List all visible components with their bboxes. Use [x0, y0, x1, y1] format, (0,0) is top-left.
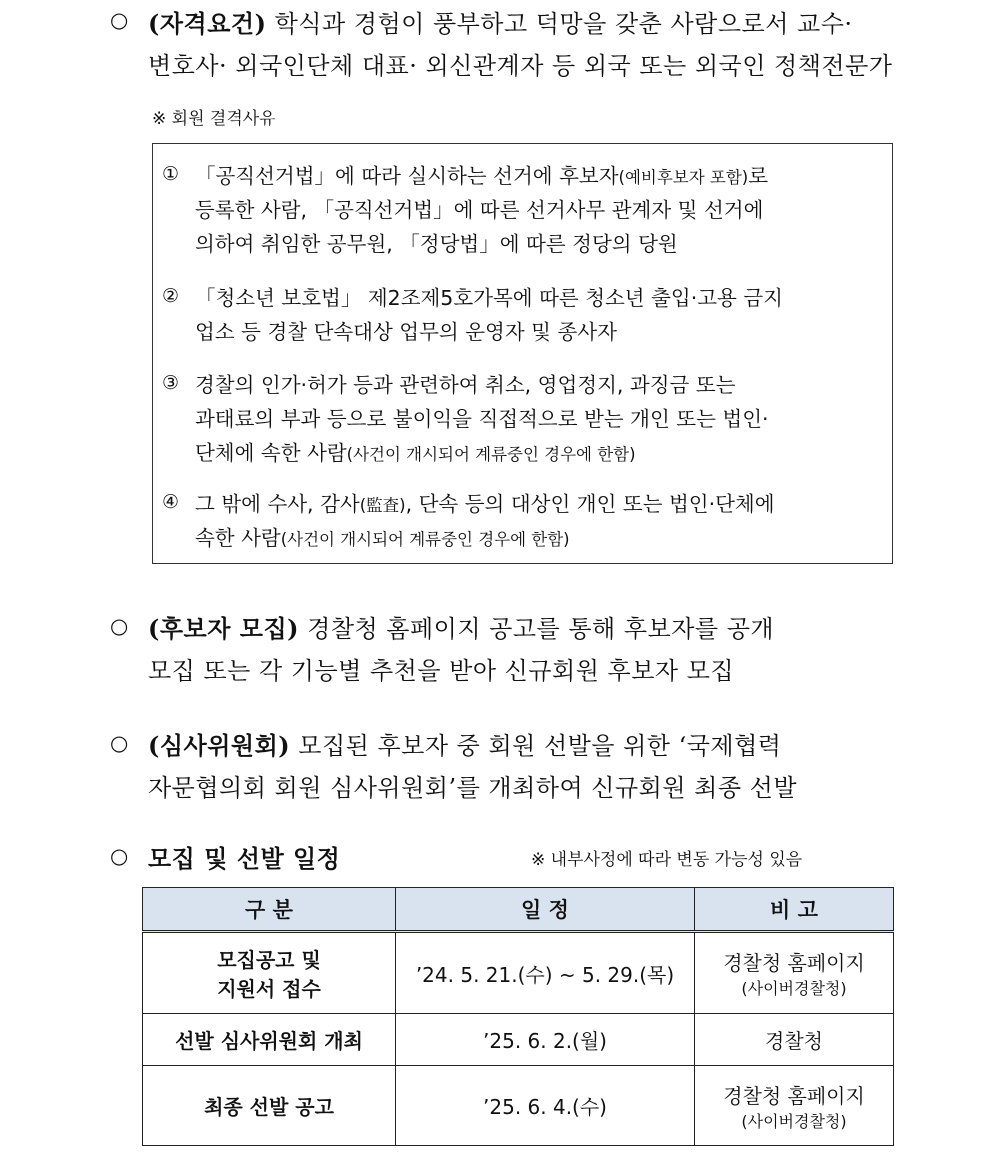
item-number: ②: [162, 285, 180, 307]
item-3-line-1: 경찰의 인가·허가 등과 관련하여 취소, 영업정지, 과징금 또는: [195, 373, 736, 397]
row-date: ’24. 5. 21.(수) ~ 5. 29.(목): [396, 932, 695, 1014]
row-note: [695, 1014, 894, 1066]
category-line: 선발 심사위원회 개최: [175, 1029, 363, 1053]
item-text: 그 밖에 수사, 감사: [195, 492, 360, 516]
category-line: 최종 선발 공고: [204, 1095, 334, 1119]
recruit-text-1: 경찰청 홈페이지 공고를 통해 후보자를 공개: [299, 615, 775, 643]
recruit-line-2: 모집 또는 각 기능별 추천을 받아 신규회원 후보자 모집: [148, 657, 735, 685]
row-date: ’25. 6. 4.(수): [396, 1066, 695, 1146]
note-main: 경찰청 홈페이지: [723, 951, 865, 975]
row-note: [695, 932, 894, 1014]
table-header-row: [143, 888, 894, 932]
note-main: 경찰청 홈페이지: [723, 1083, 865, 1108]
item-number: ①: [162, 163, 180, 185]
schedule-table: [142, 887, 894, 1146]
bullet-icon: ○: [110, 8, 129, 32]
row-note: [695, 1066, 894, 1146]
item-1-line-1: [195, 159, 768, 189]
bullet-icon: ○: [110, 844, 129, 868]
header-note: 비 고: [695, 888, 894, 932]
qualification-heading: (자격요건): [148, 9, 267, 38]
item-4-line-2: [195, 521, 570, 551]
row-category: [143, 1066, 396, 1146]
bullet-icon: ○: [110, 731, 129, 755]
row-category: [143, 1014, 396, 1066]
item-text: , 단속 등의 대상인 개인 또는 법인·단체에: [405, 492, 775, 516]
item-1-line-2: 등록한 사람, 「공직선거법」에 따른 선거사무 관계자 및 선거에: [195, 198, 764, 222]
item-number: ④: [162, 491, 180, 513]
table-row: [143, 932, 894, 1014]
item-small-text: (監査): [359, 496, 406, 515]
item-small-text: (사건이 개시되어 계류중인 경우에 한함): [346, 445, 636, 464]
item-3-line-2: 과태료의 부과 등으로 불이익을 직접적으로 받는 개인 또는 법인·: [195, 407, 769, 431]
committee-heading: (심사위원회): [148, 731, 291, 760]
item-4-line-1: [195, 487, 775, 517]
item-2-line-2: 업소 등 경찰 단속대상 업무의 운영자 및 종사자: [195, 320, 617, 344]
item-small-text: (사건이 개시되어 계류중인 경우에 한함): [280, 530, 570, 549]
item-3-line-3: [195, 436, 636, 466]
item-text: 로: [748, 164, 769, 188]
recruit-heading: (후보자 모집): [148, 614, 299, 643]
note-sub: (사이버경찰청): [741, 1111, 847, 1131]
item-text: 속한 사람: [195, 526, 281, 550]
item-text: 「공직선거법」에 따라 실시하는 선거에 후보자: [195, 164, 619, 188]
item-text: 단체에 속한 사람: [195, 441, 347, 465]
qualification-line-1: [148, 4, 853, 39]
disqualification-title: ※ 회원 결격사유: [152, 109, 276, 129]
bullet-icon: ○: [110, 614, 129, 638]
header-date: 일 정: [396, 888, 695, 932]
note-main: 경찰청: [765, 1029, 823, 1053]
row-date: ’25. 6. 2.(월): [396, 1014, 695, 1066]
table-row: [143, 1066, 894, 1146]
category-line: 지원서 접수: [217, 977, 321, 1001]
item-2-line-1: 「청소년 보호법」 제2조제5호가목에 따른 청소년 출입·고용 금지: [195, 286, 783, 310]
category-line: 모집공고 및: [217, 948, 321, 972]
header-category: 구 분: [143, 888, 396, 932]
schedule-note: ※ 내부사정에 따라 변동 가능성 있음: [531, 850, 803, 870]
item-1-line-3: 의하여 취임한 공무원, 「정당법」에 따른 정당의 당원: [195, 232, 678, 256]
item-small-text: (예비후보자 포함): [618, 168, 749, 187]
item-number: ③: [162, 372, 180, 394]
schedule-heading: 모집 및 선발 일정: [148, 844, 341, 873]
qualification-text-1: 학식과 경험이 풍부하고 덕망을 갖춘 사람으로서 교수·: [266, 10, 853, 38]
qualification-line-2: 변호사· 외국인단체 대표· 외신관계자 등 외국 또는 외국인 정책전문가: [148, 52, 893, 80]
recruit-line-1: [148, 609, 774, 644]
note-sub: (사이버경찰청): [741, 979, 847, 998]
row-category: [143, 932, 396, 1014]
committee-line-2: 자문협의회 회원 심사위원회’를 개최하여 신규회원 최종 선발: [148, 774, 798, 802]
table-row: [143, 1014, 894, 1066]
committee-line-1: [148, 726, 781, 761]
committee-text-1: 모집된 후보자 중 회원 선발을 위한 ‘국제협력: [290, 732, 782, 760]
